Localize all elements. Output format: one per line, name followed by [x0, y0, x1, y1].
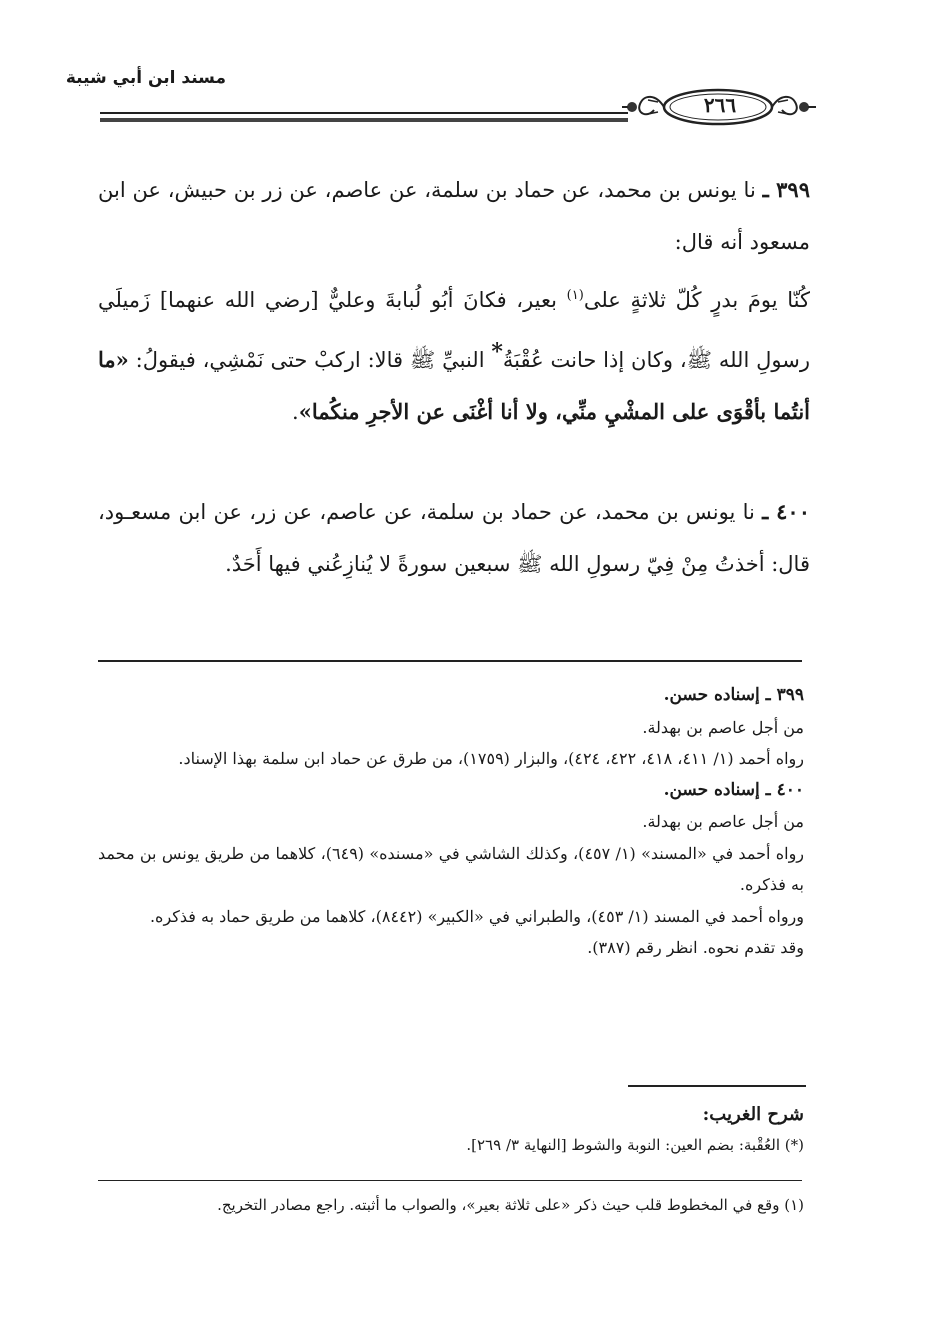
gharib-divider — [628, 1085, 806, 1087]
hadith-400-text: نا يونس بن محمد، عن حماد بن سلمة، عن عاصم، عن زر، عن ابن مسعـود، قال: أخذتُ مِنْ فِيّ رسولِ الله ﷺ سبعين سورةً لا يُنازِعُني فيها أَحَدٌ. — [98, 500, 810, 576]
hadith-399 — [98, 164, 810, 268]
gharib-entry: (*) العُقْبة: بضم العين: النوبة والشوط [النهاية ٣/ ٢٦٩]. — [466, 1136, 804, 1154]
matn-text-start: كُنّا يومَ بدرٍ كُلّ ثلاثةٍ على — [583, 288, 810, 312]
hadith-399-matn — [98, 270, 810, 438]
hadith-400 — [98, 486, 810, 590]
gharib-heading: شرح الغريب: — [702, 1104, 804, 1125]
note-400-line: من أجل عاصم بن بهدلة. — [642, 812, 804, 831]
note-400-line: وقد تقدم نحوه. انظر رقم (٣٨٧). — [587, 938, 804, 957]
matn-tail: . — [292, 400, 299, 424]
footnote-divider — [98, 1180, 802, 1181]
note-399-heading: ٣٩٩ ـ إسناده حسن. — [663, 685, 804, 705]
note-399-line: من أجل عاصم بن بهدلة. — [642, 717, 804, 737]
gharib-section — [98, 1100, 804, 1160]
matn-text-end: النبيِّ ﷺ قالا: اركبْ حتى نَمْشِي، فيقولُ: — [135, 348, 485, 372]
hadith-399-isnad — [98, 164, 810, 268]
notes-divider — [98, 660, 802, 662]
footnote-1: (١) وقع في المخطوط قلب حيث ذكر «على ثلاثة بعير»، والصواب ما أثبته. راجع مصادر التخريج. — [217, 1196, 804, 1214]
hadith-number: ٣٩٩ ـ — [762, 177, 810, 202]
matn-text-middle: بعير، فكانَ أبُو لُبابةَ وعليٌّ [رضي الله عنهما] زَميلَي رسولِ الله ﷺ، وكان إذا حانت عُقْبَةُ — [98, 288, 810, 372]
hadith-number: ٤٠٠ ـ — [762, 499, 810, 524]
takhrij-notes — [98, 680, 804, 964]
page-number: ٢٦٦ — [703, 93, 737, 117]
header-rule-thick — [100, 118, 628, 122]
header-rule — [100, 112, 628, 114]
note-399-line: رواه أحمد (١/ ٤١١، ٤١٨، ٤٢٢، ٤٢٤)، والبزار (١٧٥٩)، من طرق عن حماد ابن سلمة بهذا الإسناد. — [178, 749, 804, 768]
isnad-text: نا يونس بن محمد، عن حماد بن سلمة، عن عاصم، عن زر بن حبيش، عن ابن مسعود أنه قال: — [98, 178, 810, 254]
note-400-heading: ٤٠٠ ـ إسناده حسن. — [663, 779, 804, 800]
prophetic-quote: «ما أنتُما بأقْوَى على المشْيِ منِّي، ولا أنا أغْنَى عن الأجرِ منكُما» — [98, 347, 810, 424]
note-400-line: ورواه أحمد في المسند (١/ ٤٥٣)، والطبراني في «الكبير» (٨٤٤٢)، كلاهما من طريق حماد به فذكره. — [149, 906, 804, 926]
footnote-marker: (١) — [566, 288, 584, 303]
gharib-star-marker: * — [491, 339, 503, 365]
footnote-section — [98, 1190, 804, 1220]
note-400-line: رواه أحمد في «المسند» (١/ ٤٥٧)، وكذلك الشاشي في «مسنده» (٦٤٩)، كلاهما من طريق يونس بن محمد به فذكره. — [98, 843, 805, 894]
running-header-title: مسند ابن أبي شيبة — [65, 68, 226, 88]
